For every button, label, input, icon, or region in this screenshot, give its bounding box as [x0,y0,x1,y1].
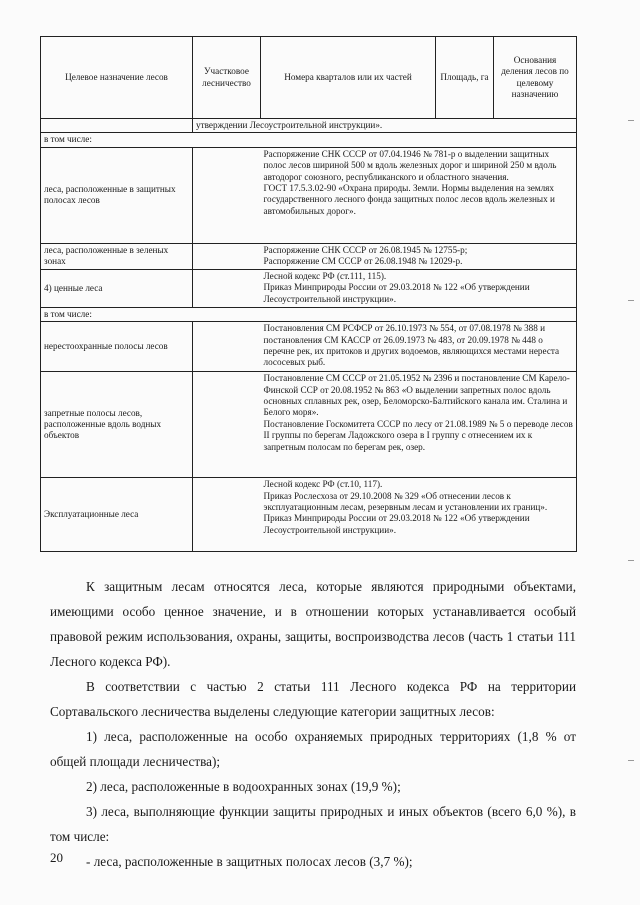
doc-cell: Распоряжение СНК СССР от 26.08.1945 № 12755-р; Распоряжение СМ СССР от 26.08.1948 № 12029-р. [261,243,577,269]
table-header-row [41,37,577,119]
table-row [41,147,577,243]
body-text [50,574,576,874]
header-forestry: Участковое лесничество [193,37,261,119]
header-area: Площадь, га [436,37,494,119]
purpose-cell: 4) ценные леса [41,269,193,307]
paragraph: 2) леса, расположенные в водоохранных зонах (19,9 %); [86,779,401,794]
forestry-cell [193,478,261,552]
scan-edge-mark [628,560,634,561]
purpose-cell: запретные полосы лесов, расположенные вдоль водных объектов [41,372,193,478]
purpose-cell: Эксплуатационные леса [41,478,193,552]
subtitle-cell: в том числе: [41,133,577,147]
header-quarters: Номера кварталов или их частей [261,37,436,119]
purpose-cell: леса, расположенные в зеленых зонах [41,243,193,269]
purpose-cell [41,119,193,133]
doc-cell: Распоряжение СНК СССР от 07.04.1946 № 781-р о выделении защитных полос лесов шириной 500 м вдоль железных дорог и шириной 250 м вдоль автодорог союзного, республиканского и областного значения. ГОСТ 17.5.3.02-90 «Охрана природы. Земли. Нормы выделения на землях государственного лесного фонда защитных полос лесов вдоль железных и автомобильных дорог». [261,147,577,243]
paragraph: 1) леса, расположенные на особо охраняемых природных территориях (1,8 % от общей площади лесничества); [50,729,576,769]
doc-cell: утверждении Лесоустроительной инструкции». [193,119,577,133]
forestry-cell [193,269,261,307]
table-row [41,372,577,478]
paragraph: - леса, расположенные в защитных полосах лесов (3,7 %); [86,854,413,869]
subtitle-cell: в том числе: [41,307,577,321]
forest-purpose-table [40,36,577,552]
page-number: 20 [50,850,63,865]
forestry-cell [193,243,261,269]
table-row [41,119,577,133]
paragraph: 3) леса, выполняющие функции защиты природных и иных объектов (всего 6,0 %), в том числе: [50,804,576,844]
table-row [41,243,577,269]
purpose-cell: нерестоохранные полосы лесов [41,322,193,372]
table-row [41,478,577,552]
scan-edge-mark [628,120,634,121]
forestry-cell [193,147,261,243]
paragraph: К защитным лесам относятся леса, которые являются природными объектами, имеющими особо ценное значение, и в отношении которых устанавливается особый правовой режим использования, охраны, защиты, воспроизводства лесов (часть 1 статьи 111 Лесного кодекса РФ). [50,579,576,669]
subtitle-row [41,133,577,147]
table-row [41,322,577,372]
scan-edge-mark [628,300,634,301]
scan-edge-mark [628,760,634,761]
purpose-cell: леса, расположенные в защитных полосах лесов [41,147,193,243]
subtitle-row [41,307,577,321]
header-basis: Основания деления лесов по целевому назначению [494,37,577,119]
header-purpose: Целевое назначение лесов [41,37,193,119]
forestry-cell [193,322,261,372]
doc-cell: Лесной кодекс РФ (ст.10, 117). Приказ Рослесхоза от 29.10.2008 № 329 «Об отнесении лесов к эксплуатационным лесам, резервным лесам и установлении их границ». Приказ Минприроды России от 29.03.2018 № 122 «Об утверждении Лесоустроительной инструкции». [261,478,577,552]
forestry-cell [193,372,261,478]
doc-cell: Лесной кодекс РФ (ст.111, 115). Приказ Минприроды России от 29.03.2018 № 122 «Об утверждении Лесоустроительной инструкции». [261,269,577,307]
table-row [41,269,577,307]
doc-cell: Постановление СМ СССР от 21.05.1952 № 2396 и постановление СМ Карело-Финской ССР от 20.08.1952 № 863 «О выделении запретных полос вдоль основных сплавных рек, озер, Беломорско-Балтийского канала им. Сталина и Белого моря». Постановление Госкомитета СССР по лесу от 21.08.1989 № 5 о переводе лесов II группы по берегам Ладожского озера в I группу с отнесением их к запретным полосам по берегам рек, озер. [261,372,577,478]
doc-cell: Постановления СМ РСФСР от 26.10.1973 № 554, от 07.08.1978 № 388 и постановления СМ КАССР от 26.09.1973 № 483, от 20.09.1978 № 448 о перечне рек, их притоков и других водоемов, являющихся местами нереста лососевых рыб. [261,322,577,372]
paragraph: В соответствии с частью 2 статьи 111 Лесного кодекса РФ на территории Сортавальского лесничества выделены следующие категории защитных лесов: [50,679,576,719]
